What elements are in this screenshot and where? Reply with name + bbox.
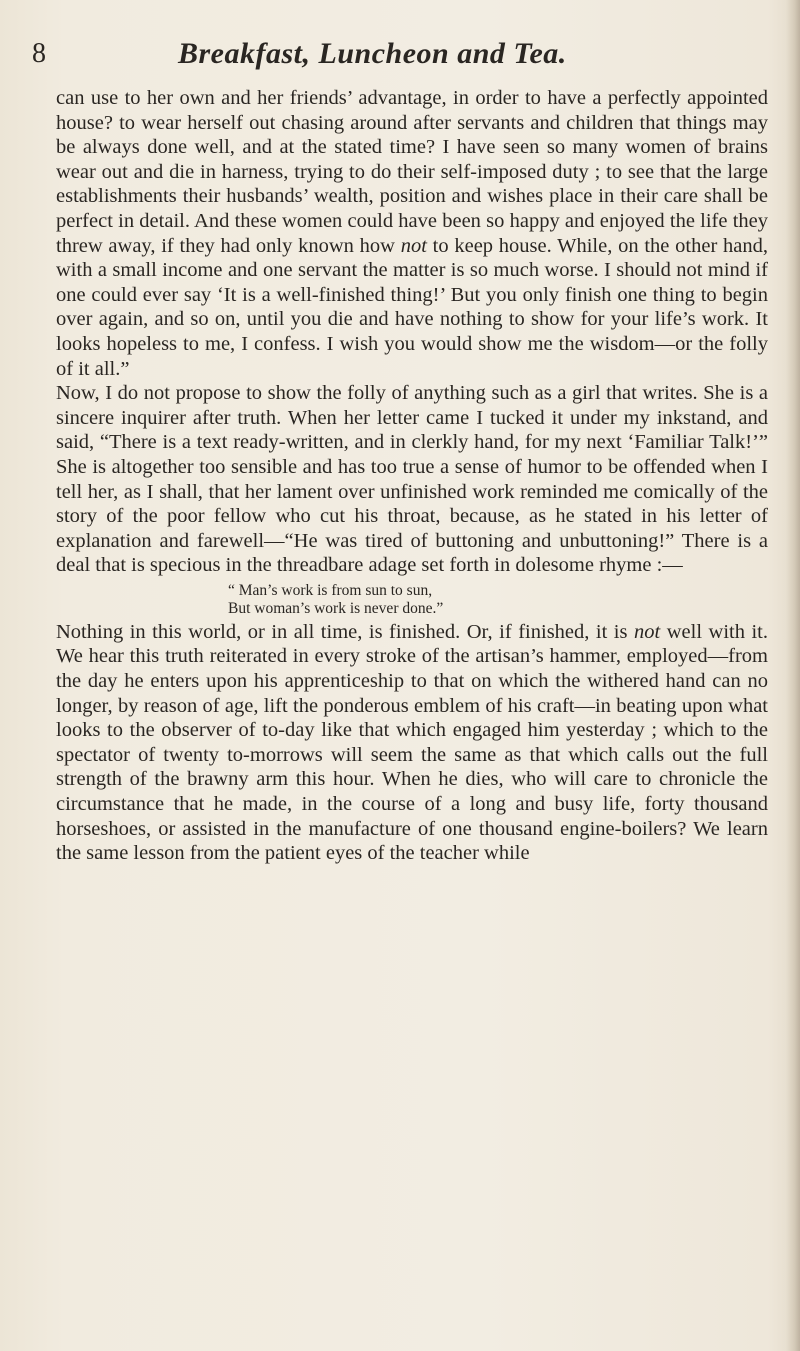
running-title: Breakfast, Luncheon and Tea. [178,37,567,70]
verse-line-2: But woman’s work is never done.” [228,599,444,617]
paragraph-2: Now, I do not propose to show the folly of anything such as a girl that writes. She is a sincere inquirer after truth. When her letter came I tucked it under my inkstand, and said, “There is a text ready-written, and in clerkly hand, for my next ‘Familiar Talk!’” She is altogether too sensible and has too true a sense of humor to be offended when I tell her, as I shall, that her lament over unfinished work reminded me comically of the story of the poor fellow who cut his throat, because, as he stated in his letter of explanation and farewell—“He was tired of buttoning and unbuttoning!” There is a deal that is specious in the threadbare adage set forth in dolesome rhyme :— [56,382,768,577]
emphasis-not: not [634,620,661,643]
paragraph-1-text-a: can use to her own and her friends’ advantage, in order to have a perfectly appointed house? to wear herself out chasing around after servants and children that things may be always done well, and at the stated time? I have seen so many women of brains wear out and die in harness, trying to do their self-imposed duty ; to see that the large establishments their husbands’ wealth, position and wishes place in their care shall be perfect in detail. And these women could have been so happy and enjoyed the life they threw away, if they had only known how [56,87,768,257]
page-header [32,34,772,74]
page-edge-shadow [786,0,800,1351]
paragraph-3-text-a: Nothing in this world, or in all time, is finished. Or, if finished, it is [56,620,634,643]
paragraph-3 [56,620,768,866]
paragraph-1-text-b: to keep house. While, on the other hand, with a small income and one servant the matter is so much worse. I should not mind if one could ever say ‘It is a well-finished thing!’ But you only finish one thing to begin over again, and so on, until you die and have nothing to show for your life’s work. It looks hopeless to me, I confess. I wish you would show me the wisdom—or the folly of it all.” [56,234,768,380]
emphasis-not: not [400,234,427,257]
page-number: 8 [32,38,46,69]
body-text [56,86,768,866]
verse-line-1: “ Man’s work is from sun to sun, [228,581,433,599]
verse-quote [56,582,768,618]
paragraph-3-text-b: well with it. We hear this truth reiterated in every stroke of the artisan’s hammer, employed—from the day he enters upon his apprenticeship to that on which the withered hand can no longer, by reason of age, lift the ponderous emblem of his craft—in beating upon what looks to the observer of to-day like that which engaged him yesterday ; which to the spectator of twenty to-morrows will seem the same as that which calls out the full strength of the brawny arm this hour. When he dies, who will care to chronicle the circumstance that he made, in the course of a long and busy life, forty thousand horseshoes, or assisted in the manufacture of one thousand engine-boilers? We learn the same lesson from the patient eyes of the teacher while [56,620,768,865]
paragraph-1 [56,86,768,381]
